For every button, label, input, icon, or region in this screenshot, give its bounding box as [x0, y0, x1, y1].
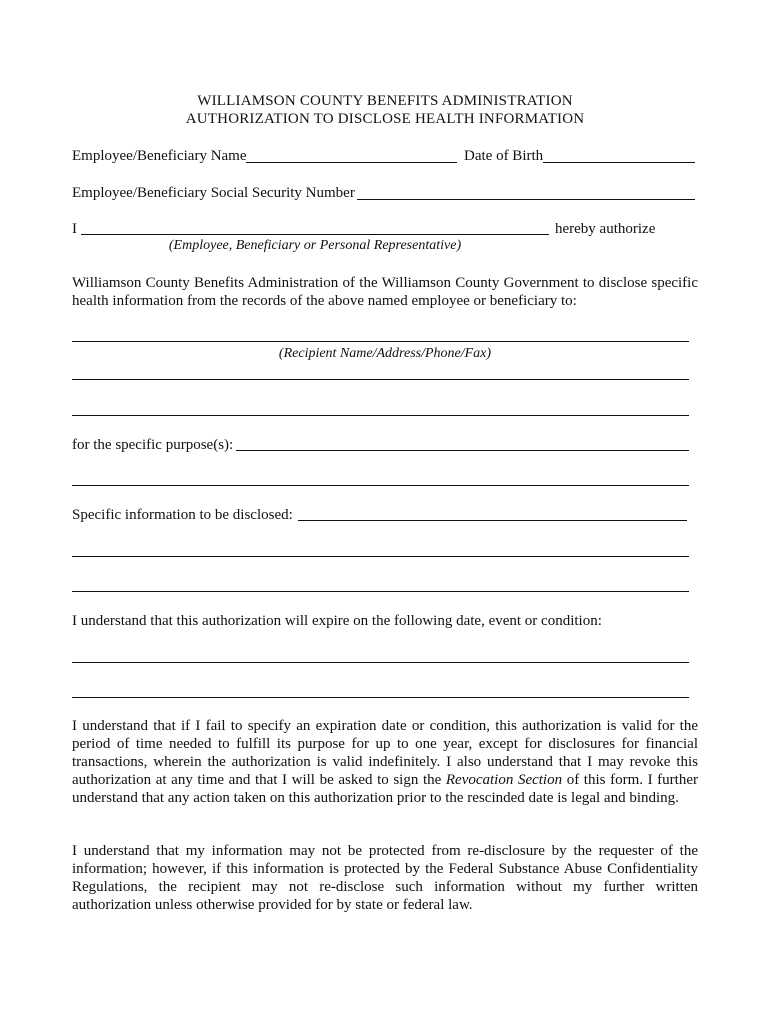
info-line-2[interactable]	[72, 556, 689, 557]
dob-label: Date of Birth	[464, 148, 544, 164]
authorize-label: hereby authorize	[555, 221, 656, 237]
expiration-terms-paragraph	[72, 717, 698, 807]
dob-field[interactable]	[543, 162, 695, 163]
representative-field[interactable]	[81, 234, 549, 235]
representative-caption: (Employee, Beneficiary or Personal Representative)	[168, 238, 462, 253]
terms-text-2: of this form. I further understand that any action taken on this authorization prior to the rescinded date is legal and binding.	[72, 772, 698, 806]
revocation-section-ref: Revocation Section	[445, 772, 563, 788]
recipient-caption: (Recipient Name/Address/Phone/Fax)	[278, 346, 492, 361]
expiration-line-1[interactable]	[72, 662, 689, 663]
ssn-field[interactable]	[357, 199, 695, 200]
expiration-line-2[interactable]	[72, 697, 689, 698]
info-field[interactable]	[298, 520, 687, 521]
name-field[interactable]	[246, 162, 457, 163]
info-label: Specific information to be disclosed:	[72, 507, 293, 523]
purpose-field[interactable]	[236, 450, 689, 451]
purpose-label: for the specific purpose(s):	[72, 437, 234, 453]
form-title: AUTHORIZATION TO DISCLOSE HEALTH INFORMATION	[185, 111, 585, 127]
name-label: Employee/Beneficiary Name	[72, 148, 247, 164]
i-label: I	[72, 221, 77, 237]
form-header-agency: WILLIAMSON COUNTY BENEFITS ADMINISTRATION	[197, 93, 573, 109]
terms-text-1: I understand that if I fail to specify an expiration date or condition, this authorization is valid for the period of time needed to fulfill its purpose for up to one year, except for disclosures for financial transactions, wherein the authorization is valid indefinitely. I also understand that I may revoke this authorization at any time and that I will be asked to sign the	[72, 718, 698, 788]
recipient-line-1[interactable]	[72, 341, 689, 342]
recipient-line-3[interactable]	[72, 415, 689, 416]
info-line-3[interactable]	[72, 591, 689, 592]
recipient-line-2[interactable]	[72, 379, 689, 380]
expiration-label: I understand that this authorization will expire on the following date, event or condition:	[72, 613, 602, 629]
ssn-label: Employee/Beneficiary Social Security Number	[72, 185, 355, 201]
authorization-intro-text: Williamson County Benefits Administration of the Williamson County Government to disclose specific health information from the records of the above named employee or beneficiary to:	[72, 275, 698, 309]
redisclosure-paragraph: I understand that my information may not be protected from re-disclosure by the requester of the information; however, if this information is protected by the Federal Substance Abuse Confidentiality Regulations, the recipient may not re-disclose such information without my further written authorization unless otherwise provided for by state or federal law.	[72, 843, 698, 913]
purpose-line-2[interactable]	[72, 485, 689, 486]
